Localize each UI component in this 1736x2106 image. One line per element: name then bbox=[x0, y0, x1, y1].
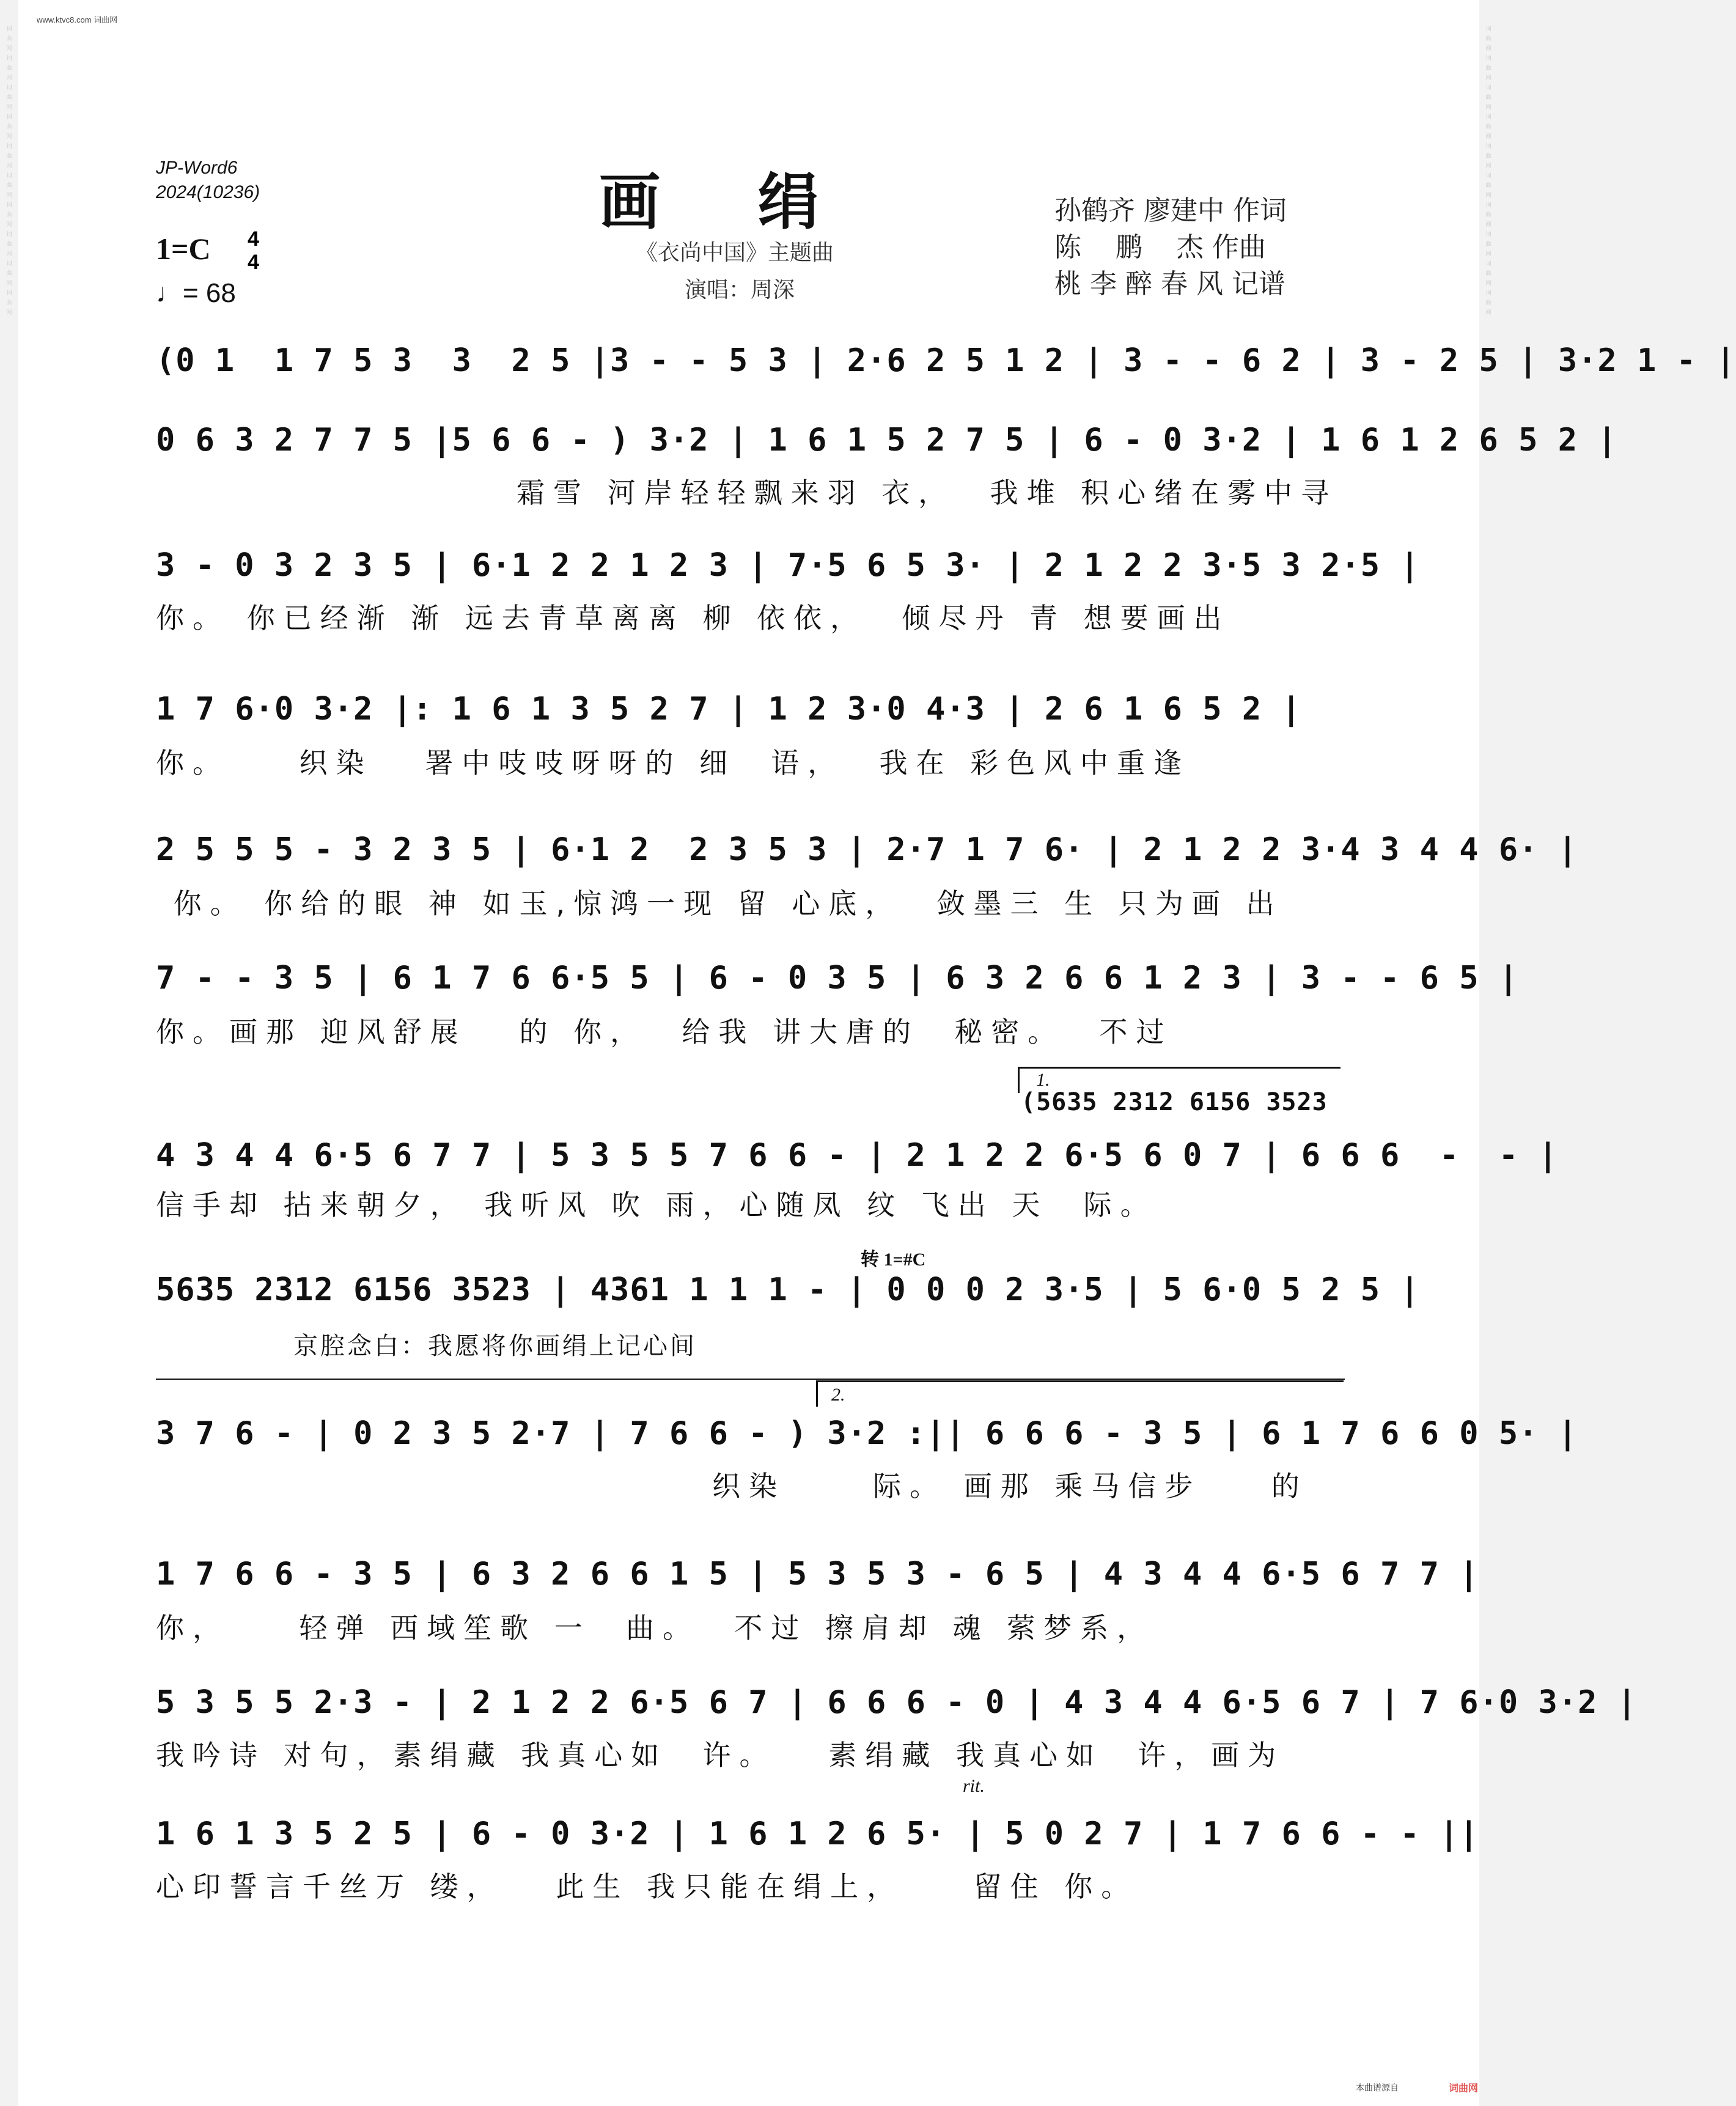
side-watermark: 词曲网 词曲网 词曲网 词曲网 词曲网 词曲网 词曲网 词曲网 词曲网 词曲网 bbox=[1485, 26, 1491, 316]
song-subtitle: 《衣尚中国》主题曲 bbox=[636, 240, 834, 265]
notes-row: 7 - - 3 5 | 6 1 7 6 6·5 5 | 6 - 0 3 5 | 6 3 2 6 6 1 2 3 | 3 - - 6 5 | bbox=[156, 960, 1519, 996]
lyrics-row: 信手却 拈来朝夕， 我听风 吹 雨，心随凤 纹 飞出 天 际。 bbox=[156, 1188, 1157, 1221]
footer-site-logo: 词曲网 bbox=[1449, 2082, 1479, 2094]
tempo-marking: ♩= 68 bbox=[156, 278, 236, 308]
site-watermark: www.ktvc8.com 词曲网 bbox=[37, 15, 118, 24]
notes-row: 4 3 4 4 6·5 6 7 7 | 5 3 5 5 7 6 6 - | 2 1 2 2 6·5 6 0 7 | 6 6 6 - - | bbox=[156, 1137, 1558, 1174]
notes-row: 1 7 6·0 3·2 |: 1 6 1 3 5 2 7 | 1 2 3·0 4·3 | 2 6 1 6 5 2 | bbox=[156, 691, 1301, 727]
first-ending-label: 1. bbox=[1036, 1070, 1050, 1090]
composer-credit: 陈 鹏 杰 作曲 bbox=[1054, 232, 1266, 263]
second-ending-label: 2. bbox=[831, 1385, 845, 1405]
right-margin-strip bbox=[1479, 0, 1498, 2106]
notes-row: 5635 2312 6156 3523 | 4361 1 1 1 - | 0 0 0 2 3·5 | 5 6·0 5 2 5 | bbox=[156, 1272, 1420, 1308]
time-denominator: 4 bbox=[248, 251, 259, 274]
lyrics-row: 你。 你已经渐 渐 远去青草离离 柳 依依， 倾尽丹 青 想要画出 bbox=[156, 602, 1230, 635]
notes-row: 2 5 5 5 - 3 2 3 5 | 6·1 2 2 3 5 3 | 2·7 1 7 6· | 2 1 2 2 3·4 3 4 4 6· | bbox=[156, 831, 1578, 868]
lyrics-row: 霜雪 河岸轻轻飘来羽 衣， 我堆 积心绪在雾中寻 bbox=[517, 476, 1338, 509]
notes-row: 0 6 3 2 7 7 5 |5 6 6 - ) 3·2 | 1 6 1 5 2 7 5 | 6 - 0 3·2 | 1 6 1 2 6 5 2 | bbox=[156, 422, 1617, 458]
left-margin-strip bbox=[0, 0, 18, 2106]
second-ending-bracket bbox=[816, 1380, 1344, 1407]
lyrics-row: 你， 轻弹 西域笙歌 一 曲。 不过 擦肩却 魂 萦梦系， bbox=[156, 1611, 1154, 1644]
key-signature: 1=C bbox=[156, 232, 211, 266]
score-page bbox=[18, 0, 1479, 2106]
notes-row: 3 - 0 3 2 3 5 | 6·1 2 2 1 2 3 | 7·5 6 5 3· | 2 1 2 2 3·5 3 2·5 | bbox=[156, 547, 1420, 584]
notes-row: 3 7 6 - | 0 2 3 5 2·7 | 7 6 6 - ) 3·2 :|| 6 6 6 - 3 5 | 6 1 7 6 6 0 5· | bbox=[156, 1415, 1578, 1452]
edition-code: 2024(10236) bbox=[156, 182, 260, 202]
lyrics-row: 你。画那 迎风舒展 的 你， 给我 讲大唐的 秘密。 不过 bbox=[156, 1015, 1173, 1048]
lyrics-row: 你。 你给的眼 神 如玉,惊鸿一现 留 心底， 敛墨三 生 只为画 出 bbox=[156, 887, 1283, 920]
section-rule bbox=[156, 1379, 1345, 1380]
ritardando-marking: rit. bbox=[963, 1776, 985, 1796]
software-meta bbox=[156, 156, 260, 205]
transcriber-credit: 桃 李 醉 春 风 记谱 bbox=[1054, 268, 1285, 300]
credits-block bbox=[1054, 193, 1287, 303]
lyrics-row: 心印誓言千丝万 缕， 此生 我只能在绢上， 留住 你。 bbox=[156, 1870, 1138, 1903]
first-ending-notes: (5635 2312 6156 3523 bbox=[1021, 1088, 1328, 1116]
lyrics-row: 我吟诗 对句，素绢藏 我真心如 许。 素绢藏 我真心如 许，画为 bbox=[156, 1739, 1285, 1772]
lyrics-row: 织染 际。 画那 乘马信步 的 bbox=[712, 1470, 1308, 1503]
side-watermark: 词曲网 词曲网 词曲网 词曲网 词曲网 词曲网 词曲网 词曲网 词曲网 词曲网 bbox=[6, 26, 12, 316]
time-numerator: 4 bbox=[248, 227, 259, 251]
lyrics-row: 你。 织染 署中吱吱呀呀的 细 语， 我在 彩色风中重逢 bbox=[156, 746, 1191, 779]
song-title: 画绢 bbox=[599, 166, 917, 238]
footer-source-text: 本曲谱源自 bbox=[1356, 2083, 1399, 2093]
notes-row: 1 6 1 3 5 2 5 | 6 - 0 3·2 | 1 6 1 2 6 5· | 5 0 2 7 | 1 7 6 6 - - || bbox=[156, 1816, 1479, 1852]
modulation-marker: 转 1=#C bbox=[861, 1250, 926, 1270]
notes-row: 1 7 6 6 - 3 5 | 6 3 2 6 6 1 5 | 5 3 5 3 - 6 5 | 4 3 4 4 6·5 6 7 7 | bbox=[156, 1556, 1479, 1592]
lyricist-credit: 孙鹤齐 廖建中 作词 bbox=[1054, 195, 1287, 226]
recitative-text: 京腔念白：我愿将你画绢上记心间 bbox=[293, 1332, 697, 1360]
singer-credit: 演唱：周深 bbox=[685, 278, 795, 303]
time-signature bbox=[248, 227, 259, 274]
notes-row: 5 3 5 5 2·3 - | 2 1 2 2 6·5 6 7 | 6 6 6 - 0 | 4 3 4 4 6·5 6 7 | 7 6·0 3·2 | bbox=[156, 1684, 1637, 1721]
software-name: JP-Word6 bbox=[156, 158, 238, 178]
notes-row: (0 1 1 7 5 3 3 2 5 |3 - - 5 3 | 2·6 2 5 1 2 | 3 - - 6 2 | 3 - 2 5 | 3·2 1 - | bbox=[156, 342, 1736, 379]
